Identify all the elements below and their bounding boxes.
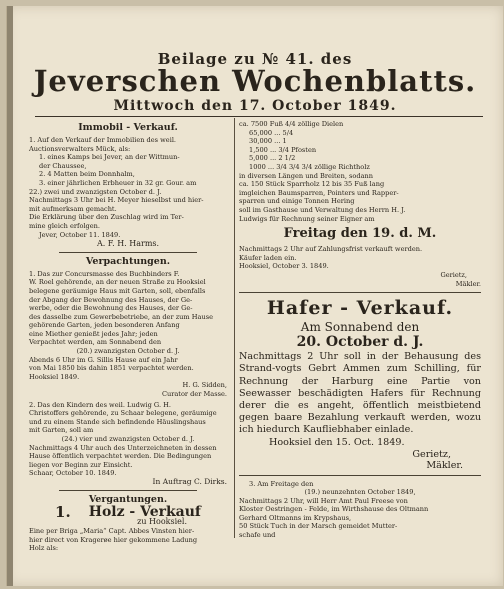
text-line: Gerhard Oltmanns im Krypshaus,: [239, 513, 352, 522]
text-line: 2. Das den Kindern des weil. Ludwig G. H.: [29, 400, 171, 409]
text-line: schafe und: [239, 531, 276, 540]
text-line: 50 Stück Tuch in der Marsch gemeidet Mutter-: [239, 522, 398, 531]
text-line: 1. eines Kamps bei Jever, an der Wittmun-: [39, 153, 180, 162]
list-line: 1000 ... 3/4 3/4 3/4 zöllige Richtholz: [249, 162, 370, 171]
issue-date: Mittwoch den 17. October 1849.: [113, 98, 397, 114]
left-column: [29, 120, 227, 553]
signature-role: Curator der Masse.: [161, 390, 227, 399]
verpacht-p1: [29, 270, 227, 382]
signature: In Auftrag C. Dirks.: [152, 476, 227, 486]
text-line: (20.) zwanzigsten October d. J.: [76, 347, 180, 356]
text-line: Jever, October 11. 1849.: [39, 230, 121, 239]
immobil-lines: [29, 136, 227, 239]
holz-title: Holz - Verkauf: [88, 503, 201, 520]
text-line: eine Miether genießt jedes Jahr; jeden: [29, 329, 158, 338]
text-line: Verpachtet werden, am Sonnabend den: [29, 338, 162, 347]
column-divider: [234, 118, 235, 538]
place-date: Hooksiel den 15. Oct. 1849.: [269, 436, 405, 448]
text-line: Nachmittags 2 Uhr, will Herr Amt Paul Freese von: [239, 496, 408, 505]
wood-list: [239, 120, 481, 223]
list-line: soll im Gasthause und Verwaltung des Herrn H. J.: [239, 205, 406, 214]
text-line: Kloster Oestringen - Felde, im Wirthshause des Oltmann: [239, 505, 429, 514]
text-line: Nachmittags 3 Uhr bei H. Meyer hieselbst und hier-: [29, 196, 204, 205]
signature-role: Mäkler.: [426, 459, 463, 471]
text-line: und zu einem Stande sich befindende Häuslingshaus: [29, 417, 206, 426]
divider: [239, 292, 481, 293]
list-line: sparren und einige Tonnen Hering: [239, 197, 355, 206]
text-line: von Mai 1850 bis dahin 1851 verpachtet werden.: [29, 364, 194, 373]
text-line: Eine per Briga „Maria“ Capt. Abbes Vinsten hier-: [29, 527, 195, 536]
list-line: 30,000 ... 1: [249, 137, 287, 146]
text-line: der Chaussee,: [39, 161, 87, 170]
text-line: des dasselbe zum Gewerbebetriebe, an der zum Hause: [29, 312, 213, 321]
text-line: hier direct von Kragerøe hier gekommene Ladung: [29, 535, 198, 544]
text-line: werbe, oder die Bewohnung des Hauses, der Ge-: [29, 304, 193, 313]
supplement-line: Beilage zu № 41. des: [157, 50, 353, 68]
text-line: Hooksiel, October 3. 1849.: [239, 262, 329, 271]
text-line: Nachmittags 2 Uhr auf Zahlungsfrist verkauft werden.: [239, 245, 423, 254]
sale-date-1: Freitag den 19. d. M.: [283, 226, 437, 242]
text-line: (19.) neunzehnten October 1849,: [304, 488, 416, 497]
vergangen-title: Vergantungen.: [88, 493, 168, 505]
text-line: Christoffers gehörende, zu Schaar belegene, geräumige: [29, 409, 217, 418]
text-line: W. Roel gehörende, an der neuen Straße zu Hooksiel: [29, 278, 206, 287]
signature-name: Gerietz,: [440, 270, 467, 279]
divider: [59, 490, 197, 491]
section-3: [239, 480, 481, 540]
text-line: Käufer laden ein.: [239, 253, 297, 262]
hafer-body: Nachmittags 2 Uhr soll in der Behausung des Strand-vogts Gebrt Ammen zum Schilling, für Rechnung der Harburg eine Partie von Seewasser beschädigten Hafers für Rechnung derer die es angeht, öffentlich meistbietend gegen baare Bezahlung verkauft werden, wozu ich hiedurch Kaufliebhaber einlade.: [239, 351, 481, 436]
text-line: der Abgang der Bewohnung des Hauses, der Ge-: [29, 295, 193, 304]
text-line: 2. 4 Matten beim Donnhalm,: [39, 170, 135, 179]
list-line: in diversen Längen und Breiten, sodann: [239, 171, 374, 180]
text-line: mine gleich erfolgen.: [29, 221, 101, 230]
hafer-title: Hafer - Verkauf.: [266, 297, 454, 320]
text-line: Nachmittags 4 Uhr auch des Unterzeichneten in dessen: [29, 443, 217, 452]
text-line: 3. Am Freitage den: [249, 479, 314, 488]
text-line: liegen vor Beginn zur Einsicht.: [29, 460, 133, 469]
holz-subtitle: zu Hooksiel.: [137, 517, 187, 527]
text-line: Holz als:: [29, 544, 59, 553]
newspaper-page: [6, 6, 503, 586]
item-number: 1.: [55, 502, 71, 521]
text-line: Die Erklärung über den Zuschlag wird im Ter-: [29, 213, 184, 222]
text-line: Abends 6 Uhr im G. Sillis Hause auf ein Jahr: [29, 355, 178, 364]
text-line: Schaar, October 10. 1849.: [29, 469, 117, 478]
verpacht-title: Verpachtungen.: [85, 255, 171, 267]
text-line: Hause öffentlich verpachtet werden. Die Bedingungen: [29, 452, 212, 461]
newspaper-title: Jeverschen Wochenblatts.: [33, 64, 477, 98]
signature: A. F. H. Harms.: [96, 239, 160, 249]
list-line: imgleichen Baumsparren, Pointers und Rapper-: [239, 188, 399, 197]
signature-name: H. G. Sidden,: [182, 381, 227, 390]
text-line: Hooksiel 1849.: [29, 372, 80, 381]
text-line: 3. einer jährlichen Erbheuer in 32 gr. Gour. am: [39, 178, 197, 187]
verpacht-p2: [29, 401, 227, 478]
list-line: Ludwigs für Rechnung seiner Eigner am: [239, 214, 375, 223]
text-line: 22.) zwei und zwanzigsten October d. J.: [29, 187, 162, 196]
text-line: gehörende Garten, jeden besonderen Anfang: [29, 321, 180, 330]
divider: [239, 475, 481, 476]
text-line: Auctionsverwalters Mück, als:: [29, 144, 131, 153]
text-line: mit Garten, soll am: [29, 426, 94, 435]
immobil-title: Immobil - Verkauf.: [78, 122, 178, 133]
list-line: 5,000 ... 2 1/2: [249, 154, 296, 163]
text-line: (24.) vier und zwanzigsten October d. J.: [61, 435, 195, 443]
hafer-day: Am Sonnabend den: [300, 320, 420, 335]
divider: [59, 252, 197, 253]
holz-heading: [29, 502, 227, 521]
list-line: ca. 7500 Fuß 4/4 zöllige Dielen: [239, 120, 344, 128]
list-line: 1,500 ... 3/4 Pfosten: [249, 145, 317, 154]
text-line: 1. Das zur Concursmasse des Buchbinders F.: [29, 269, 180, 278]
right-column: [239, 120, 481, 540]
signature-name: Gerietz,: [412, 448, 451, 460]
list-line: 65,000 ... 5/4: [249, 128, 294, 137]
text-line: mit aufmerksam gemacht.: [29, 204, 117, 213]
signature-role: Mäkler.: [455, 279, 481, 288]
header-rule: [35, 116, 483, 117]
list-line: ca. 150 Stück Sparrholz 12 bis 35 Fuß lang: [239, 180, 385, 189]
hafer-date: 20. October d. J.: [296, 334, 424, 351]
text-line: 1. Auf den Verkauf der Immobilien des weil.: [29, 136, 177, 144]
text-line: belegene geräumige Haus mit Garten, soll, ebenfalls: [29, 286, 206, 295]
